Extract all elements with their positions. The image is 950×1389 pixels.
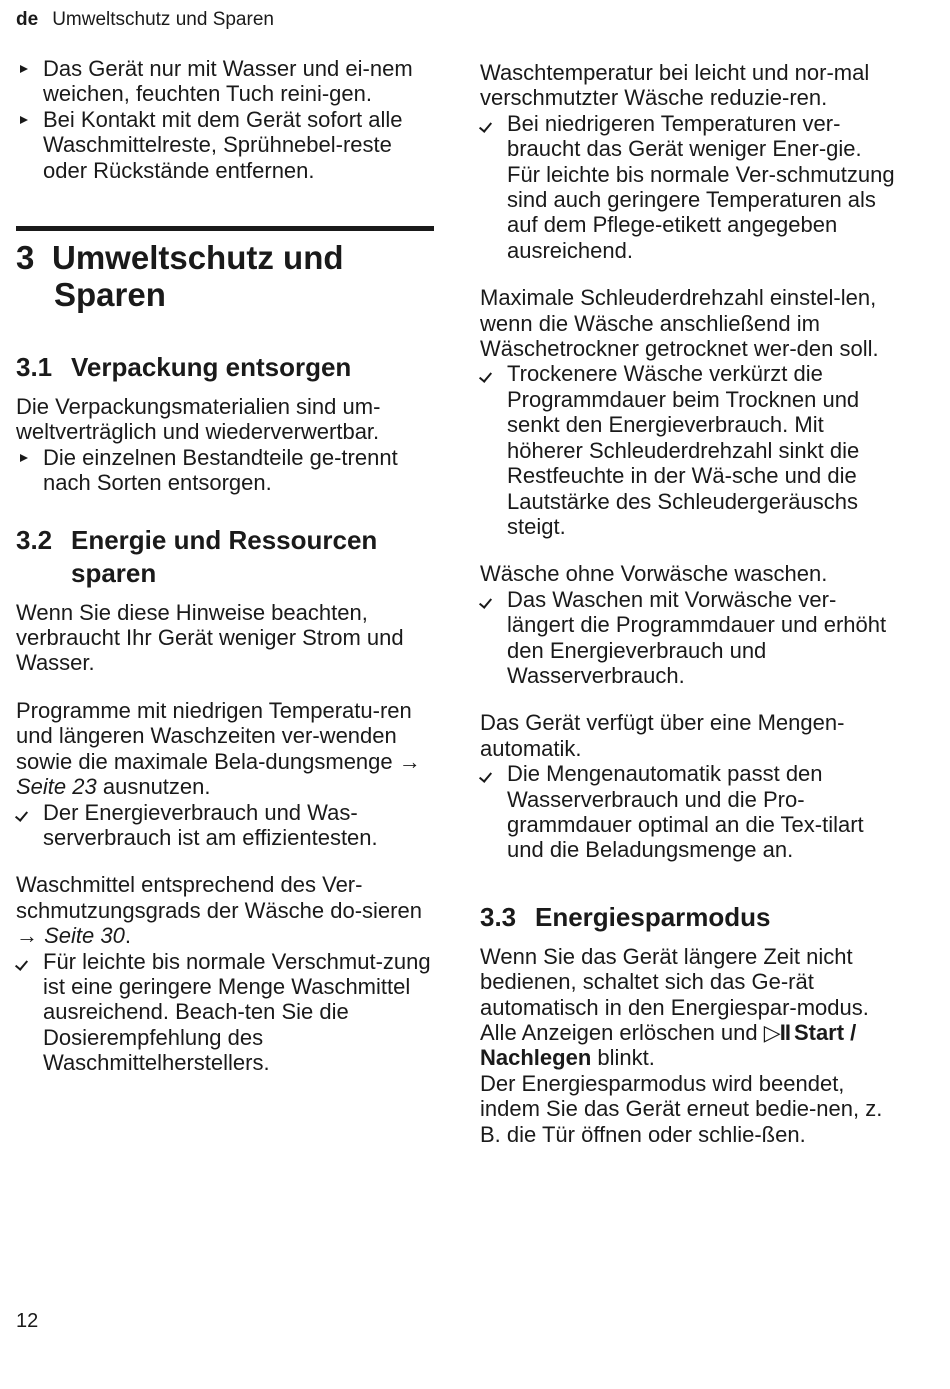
section-heading-3-2: 3.2 Energie und Ressourcen sparen <box>16 524 378 588</box>
list-item: Bei Kontakt mit dem Gerät sofort alle Waschmittelreste, Sprühnebel-reste oder Rückstände entfernen. <box>16 107 434 183</box>
result-item: Für leichte bis normale Verschmut-zung ist eine geringere Menge Waschmittel ausreichend. Beach-ten Sie die Dosierempfehlung des Waschmittelherstellers. <box>16 949 434 1076</box>
result-item: Der Energieverbrauch und Was-serverbrauch ist am effizientesten. <box>16 800 434 851</box>
paragraph: Waschmittel entsprechend des Ver-schmutzungsgrads der Wäsche do-sieren → Seite 30. <box>16 872 422 949</box>
header-title: Umweltschutz und Sparen <box>52 9 274 30</box>
result-item: Die Mengenautomatik passt den Wasserverbrauch und die Pro-grammdauer optimal an die Tex-tilart und die Beladungsmenge an. <box>480 761 900 863</box>
language-code: de <box>16 9 39 30</box>
result-item: Trockenere Wäsche verkürzt die Programmdauer beim Trocknen und senkt den Energieverbrauch. Mit höherer Schleuderdrehzahl sinkt die Restfeuchte in der Wä-sche und die Lautstärke des Schleudergeräuschs steigt. <box>480 361 900 539</box>
page-number: 12 <box>16 1310 39 1332</box>
triangle-bullet-icon <box>20 116 28 124</box>
paragraph: Programme mit niedrigen Temperatu-ren und längeren Waschzeiten ver-wenden sowie die maximale Bela-dungsmenge → Seite 23 ausnutzen. <box>16 697 421 800</box>
chapter-heading: 3 Umweltschutz und Sparen <box>16 239 344 314</box>
paragraph: Waschtemperatur bei leicht und nor-mal verschmutzter Wäsche reduzie-ren. <box>480 60 870 111</box>
arrow-right-icon: → <box>398 748 421 774</box>
checkmark-icon <box>479 595 492 609</box>
checkmark-icon <box>479 119 492 133</box>
paragraph: Maximale Schleuderdrehzahl einstel-len, wenn die Wäsche anschließend im Wäschetrockner getrocknet wer-den soll. <box>480 285 879 362</box>
checkmark-icon <box>15 957 28 971</box>
arrow-right-icon: → <box>16 923 38 949</box>
paragraph: Wäsche ohne Vorwäsche waschen. <box>480 561 828 587</box>
list-item: Das Gerät nur mit Wasser und ei-nem weichen, feuchten Tuch reini-gen. <box>16 56 434 107</box>
page-reference-link[interactable]: Seite 30 <box>44 923 125 949</box>
list-item: Die einzelnen Bestandteile ge-trennt nach Sorten entsorgen. <box>16 445 434 496</box>
triangle-bullet-icon <box>20 454 28 462</box>
triangle-bullet-icon <box>20 65 28 73</box>
checkmark-icon <box>479 370 492 384</box>
checkmark-icon <box>15 808 28 822</box>
paragraph: Wenn Sie diese Hinweise beachten, verbraucht Ihr Gerät weniger Strom und Wasser. <box>16 599 404 676</box>
page-reference-link[interactable]: Seite 23 <box>16 774 97 800</box>
start-button-label: Start / Nachlegen <box>480 1020 857 1071</box>
start-pause-icon: ▷II <box>763 1020 790 1045</box>
section-heading-3-1: 3.1 Verpackung entsorgen <box>16 352 352 383</box>
checkmark-icon <box>479 769 492 783</box>
paragraph: Das Gerät verfügt über eine Mengen-automatik. <box>480 710 845 761</box>
paragraph: Der Energiesparmodus wird beendet, indem Sie das Gerät erneut bedie-nen, z. B. die Tür öffnen oder schlie-ßen. <box>480 1070 883 1147</box>
result-item: Bei niedrigeren Temperaturen ver-braucht das Gerät weniger Ener-gie. Für leichte bis normale Ver-schmutzung sind auch geringere Temperaturen als auf dem Pflege-etikett angegeben ausreichend. <box>480 111 900 263</box>
page-header <box>16 9 274 31</box>
left-column <box>16 56 434 1076</box>
right-column <box>480 60 900 1147</box>
result-item: Das Waschen mit Vorwäsche ver-längert die Programmdauer und erhöht den Energieverbrauch und Wasserverbrauch. <box>480 587 900 689</box>
section-heading-3-3: 3.3 Energiesparmodus <box>480 901 771 932</box>
paragraph: Wenn Sie das Gerät längere Zeit nicht bedienen, schaltet sich das Ge-rät automatisch in den Energiespar-modus. Alle Anzeigen erlöschen und ▷II Start / Nachlegen blinkt. <box>480 943 869 1071</box>
chapter-rule <box>16 226 434 231</box>
paragraph: Die Verpackungsmaterialien sind um-weltverträglich und wiederverwertbar. <box>16 394 381 445</box>
